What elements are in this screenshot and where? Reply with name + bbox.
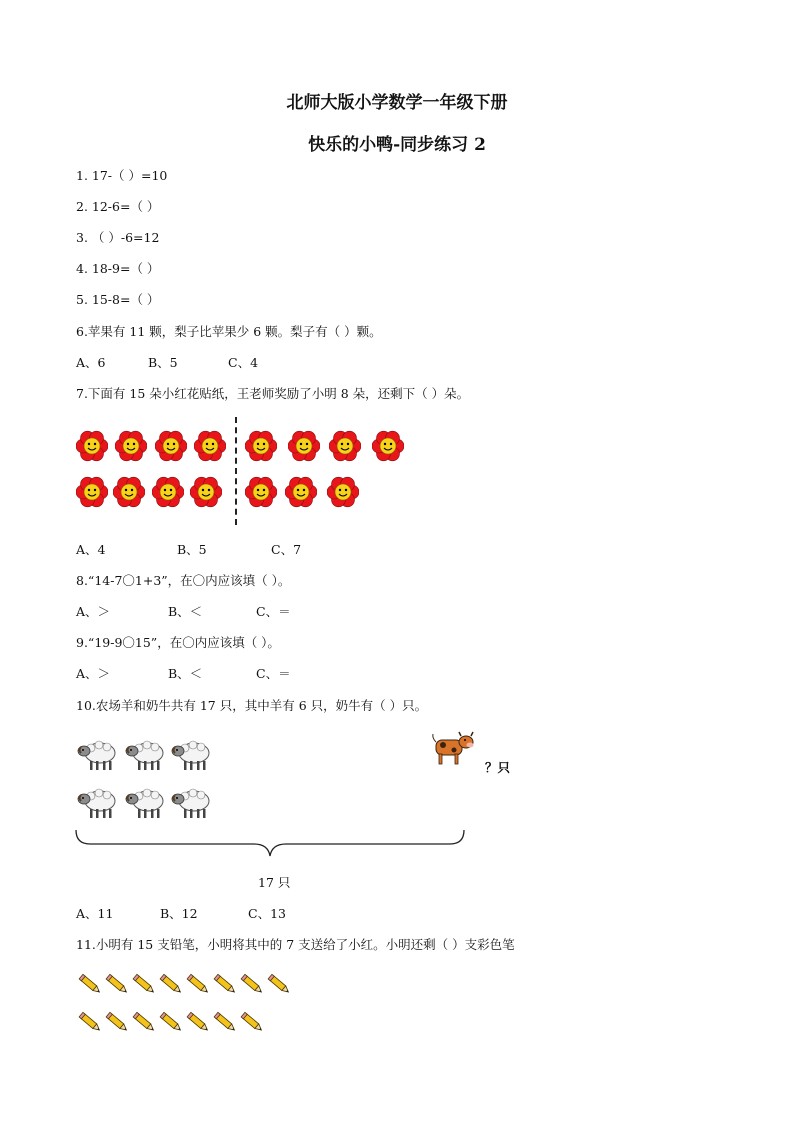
q8-option-c: C、＝: [256, 604, 291, 619]
flower-icon: [115, 430, 147, 466]
q7-option-c: C、7: [271, 542, 302, 557]
q9-option-a: A、＞: [76, 666, 111, 681]
question-11: 11.小明有 15 支铅笔，小明将其中的 7 支送给了小红。小明还剩（ ）支彩色笔: [76, 937, 515, 952]
q6-option-a: A、6: [76, 355, 106, 370]
question-2: 2. 12-6=（ ）: [76, 199, 160, 214]
question-5: 5. 15-8=（ ）: [76, 292, 160, 307]
q6-option-c: C、4: [228, 355, 259, 370]
q10-option-a: A、11: [76, 906, 114, 921]
q9-option-b: B、＜: [168, 666, 203, 681]
sheep-icon: [76, 738, 118, 776]
flower-icon: [372, 430, 404, 466]
flower-icon: [155, 430, 187, 466]
pencil-icon: [213, 972, 239, 1002]
flower-icon: [288, 430, 320, 466]
page-title: 北师大版小学数学一年级下册: [286, 93, 508, 113]
question-10: 10.农场羊和奶牛共有 17 只，其中羊有 6 只，奶牛有（ ）只。: [76, 698, 428, 713]
pencil-icon: [240, 972, 266, 1002]
total-brace: [74, 828, 468, 858]
pencil-icon: [132, 1010, 158, 1040]
question-4: 4. 18-9=（ ）: [76, 261, 160, 276]
sheep-icon: [124, 786, 166, 824]
flower-icon: [76, 430, 108, 466]
q8-option-a: A、＞: [76, 604, 111, 619]
pencil-icon: [186, 1010, 212, 1040]
sheep-icon: [170, 738, 212, 776]
q9-option-c: C、＝: [256, 666, 291, 681]
pencil-icon: [105, 972, 131, 1002]
pencil-icon: [186, 972, 212, 1002]
flower-icon: [194, 430, 226, 466]
flower-icon: [245, 430, 277, 466]
q8-option-b: B、＜: [168, 604, 203, 619]
question-8: 8.“14-7〇1+3”，在〇内应该填（ ）。: [76, 573, 291, 588]
sheep-icon: [76, 786, 118, 824]
total-count-label: 17 只: [258, 875, 291, 890]
pencil-icon: [240, 1010, 266, 1040]
cow-count-label: ？只: [485, 760, 511, 775]
q10-option-c: C、13: [248, 906, 286, 921]
sheep-icon: [170, 786, 212, 824]
pencil-icon: [78, 1010, 104, 1040]
pencil-icon: [213, 1010, 239, 1040]
q6-option-b: B、5: [148, 355, 178, 370]
question-7: 7.下面有 15 朵小红花贴纸，王老师奖励了小明 8 朵，还剩下（ ）朵。: [76, 386, 470, 401]
q7-option-a: A、4: [76, 542, 106, 557]
page-subtitle: 快乐的小鸭-同步练习 2: [308, 135, 486, 155]
dashed-divider: [235, 417, 237, 525]
question-1: 1. 17-（ ）=10: [76, 168, 168, 183]
pencil-icon: [159, 972, 185, 1002]
pencil-icon: [78, 972, 104, 1002]
flower-icon: [152, 476, 184, 512]
flower-icon: [285, 476, 317, 512]
flower-icon: [329, 430, 361, 466]
pencil-icon: [267, 972, 293, 1002]
q7-option-b: B、5: [177, 542, 207, 557]
question-6: 6.苹果有 11 颗，梨子比苹果少 6 颗。梨子有（ ）颗。: [76, 324, 382, 339]
pencil-icon: [159, 1010, 185, 1040]
flower-icon: [245, 476, 277, 512]
q10-option-b: B、12: [160, 906, 198, 921]
flower-icon: [113, 476, 145, 512]
pencil-icon: [105, 1010, 131, 1040]
flower-icon: [76, 476, 108, 512]
cow-icon: [430, 728, 476, 768]
pencil-icon: [132, 972, 158, 1002]
flower-icon: [327, 476, 359, 512]
sheep-icon: [124, 738, 166, 776]
question-9: 9.“19-9〇15”，在〇内应该填（ ）。: [76, 635, 280, 650]
question-3: 3. （ ）-6=12: [76, 230, 160, 245]
flower-icon: [190, 476, 222, 512]
